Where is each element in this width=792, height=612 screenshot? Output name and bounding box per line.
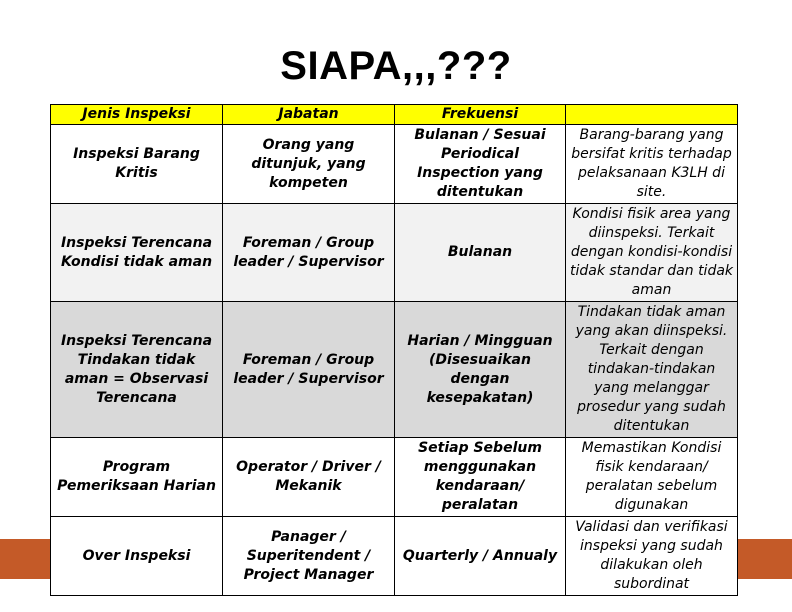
cell-jenis: Inspeksi Terencana Tindakan tidak aman = Observasi Terencana	[51, 302, 223, 438]
cell-keterangan: Validasi dan verifikasi inspeksi yang sudah dilakukan oleh subordinat	[566, 517, 738, 596]
cell-frekuensi: Quarterly / Annualy	[395, 517, 566, 596]
cell-jenis: Program Pemeriksaan Harian	[51, 438, 223, 517]
cell-keterangan: Kondisi fisik area yang diinspeksi. Terkait dengan kondisi-kondisi tidak standar dan tidak aman	[566, 204, 738, 302]
cell-jabatan: Operator / Driver / Mekanik	[223, 438, 395, 517]
page-title: SIAPA,,,???	[280, 44, 512, 88]
header-empty	[566, 105, 738, 125]
table-row	[51, 125, 738, 204]
table-row	[51, 517, 738, 596]
header-jabatan: Jabatan	[223, 105, 395, 125]
cell-keterangan: Barang-barang yang bersifat kritis terhadap pelaksanaan K3LH di site.	[566, 125, 738, 204]
header-jenis-inspeksi: Jenis Inspeksi	[51, 105, 223, 125]
cell-jabatan: Foreman / Group leader / Supervisor	[223, 302, 395, 438]
table-row	[51, 302, 738, 438]
table-row	[51, 204, 738, 302]
table-row	[51, 438, 738, 517]
cell-keterangan: Tindakan tidak aman yang akan diinspeksi. Terkait dengan tindakan-tindakan yang melanggar prosedur yang sudah ditentukan	[566, 302, 738, 438]
cell-frekuensi: Setiap Sebelum menggunakan kendaraan/ peralatan	[395, 438, 566, 517]
cell-frekuensi: Harian / Mingguan (Disesuaikan dengan kesepakatan)	[395, 302, 566, 438]
cell-jabatan: Orang yang ditunjuk, yang kompeten	[223, 125, 395, 204]
header-frekuensi: Frekuensi	[395, 105, 566, 125]
cell-jabatan: Panager / Superitendent / Project Manager	[223, 517, 395, 596]
cell-jenis: Over Inspeksi	[51, 517, 223, 596]
cell-jenis: Inspeksi Terencana Kondisi tidak aman	[51, 204, 223, 302]
cell-jenis: Inspeksi Barang Kritis	[51, 125, 223, 204]
cell-keterangan: Memastikan Kondisi fisik kendaraan/ peralatan sebelum digunakan	[566, 438, 738, 517]
table-header-row	[51, 105, 738, 125]
cell-frekuensi: Bulanan / Sesuai Periodical Inspection yang ditentukan	[395, 125, 566, 204]
cell-jabatan: Foreman / Group leader / Supervisor	[223, 204, 395, 302]
inspection-table	[50, 104, 738, 596]
cell-frekuensi: Bulanan	[395, 204, 566, 302]
